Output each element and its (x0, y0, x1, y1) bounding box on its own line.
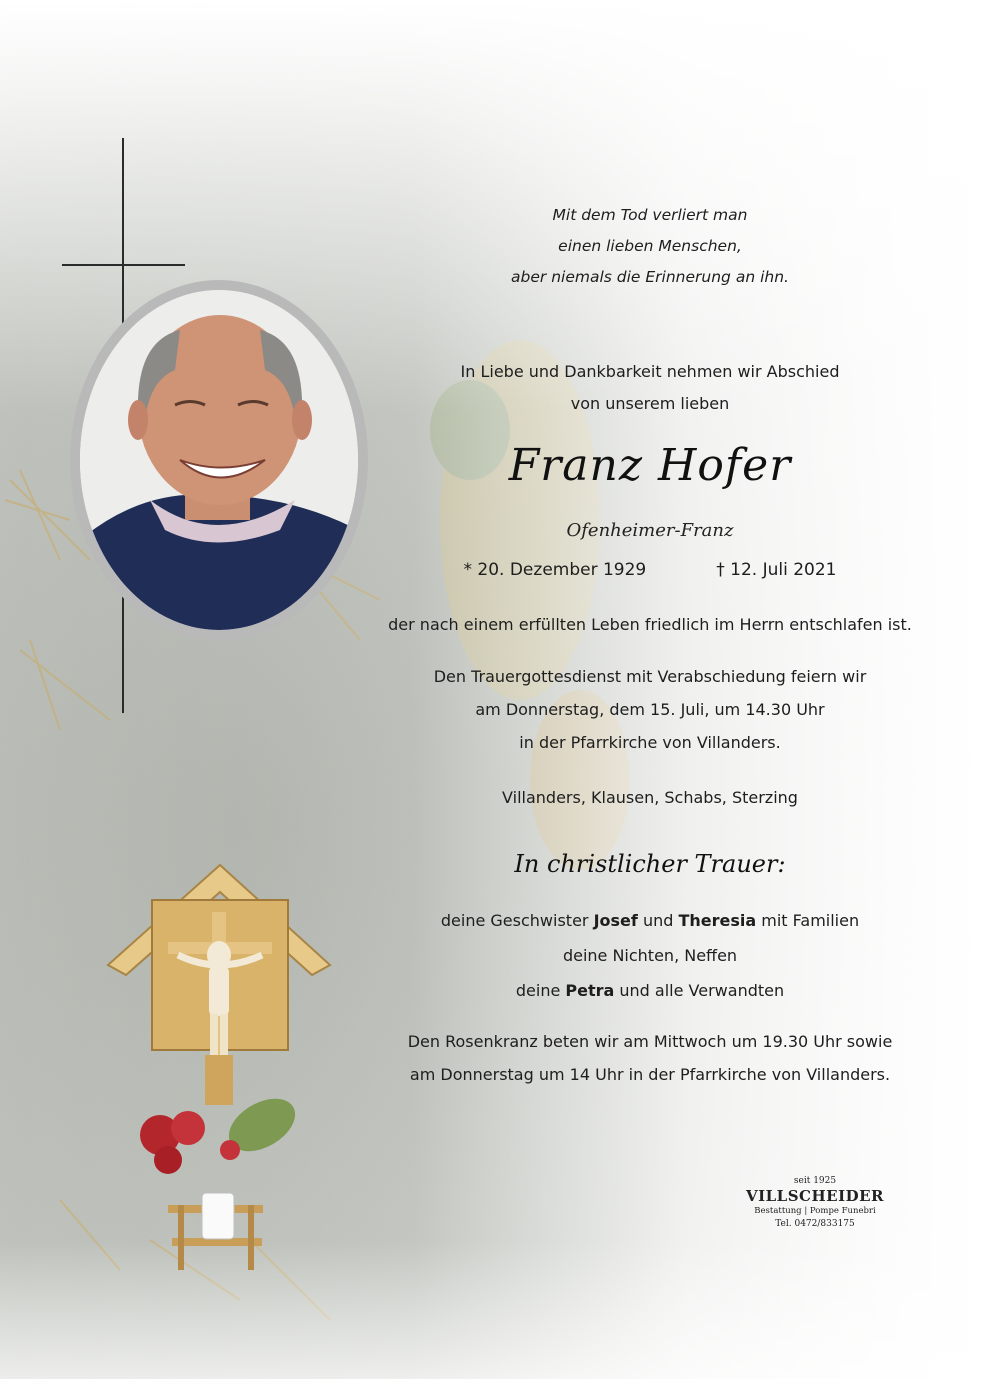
intro-line: von unserem lieben (570, 394, 730, 413)
service-line: am Donnerstag, dem 15. Juli, um 14.30 Uhr (475, 700, 825, 719)
undertaker-since: seit 1925 (793, 1176, 837, 1186)
mourner-name: Josef (593, 911, 638, 930)
quote-line: einen lieben Menschen, (558, 237, 742, 255)
passing-text: der nach einem erfüllten Leben friedlich im Herrn entschlafen ist. (388, 615, 912, 634)
mourners-line (370, 973, 930, 1008)
service-line: in der Pfarrkirche von Villanders. (519, 733, 781, 752)
farewell-intro (370, 356, 930, 420)
mourners-text: deine (515, 981, 566, 1000)
mourners-text: mit Familien (756, 911, 860, 930)
service-line: Den Trauergottesdienst mit Verabschiedung feiern wir (433, 667, 867, 686)
deceased-nickname: Ofenheimer-Franz (566, 520, 734, 541)
undertaker-subtitle: Bestattung | Pompe Funebri (754, 1206, 876, 1216)
birth-date: * 20. Dezember 1929 (463, 560, 647, 580)
mourner-name: Theresia (678, 911, 757, 930)
rosary-line: am Donnerstag um 14 Uhr in der Pfarrkirche von Villanders. (409, 1065, 891, 1084)
mourners-text: und alle Verwandten (614, 981, 785, 1000)
rosary-line: Den Rosenkranz beten wir am Mittwoch um 19.30 Uhr sowie (407, 1032, 893, 1051)
life-dates (370, 560, 930, 580)
undertaker-logo (740, 1176, 890, 1229)
memorial-quote (370, 200, 930, 293)
rosary-info (370, 1025, 930, 1091)
mourners-line (370, 903, 930, 938)
quote-line: aber niemals die Erinnerung an ihn. (511, 268, 789, 286)
mourners-text: deine Geschwister (440, 911, 594, 930)
places-list: Villanders, Klausen, Schabs, Sterzing (502, 788, 798, 807)
funeral-service-info (370, 660, 930, 759)
death-date: † 12. Juli 2021 (716, 560, 837, 580)
mourning-heading: In christlicher Trauer: (514, 850, 786, 878)
quote-line: Mit dem Tod verliert man (552, 206, 748, 224)
cross-horizontal-line (62, 264, 185, 266)
deceased-name: Franz Hofer (508, 440, 792, 491)
mourner-name: Petra (565, 981, 615, 1000)
intro-line: In Liebe und Dankbarkeit nehmen wir Abschied (460, 362, 840, 381)
mourners-list (370, 903, 930, 1008)
mourners-line: deine Nichten, Neffen (562, 946, 738, 965)
portrait-photo (80, 290, 358, 630)
undertaker-name: VILLSCHEIDER (745, 1187, 885, 1205)
mourners-text: und (637, 911, 679, 930)
undertaker-phone: Tel. 0472/833175 (775, 1219, 855, 1229)
